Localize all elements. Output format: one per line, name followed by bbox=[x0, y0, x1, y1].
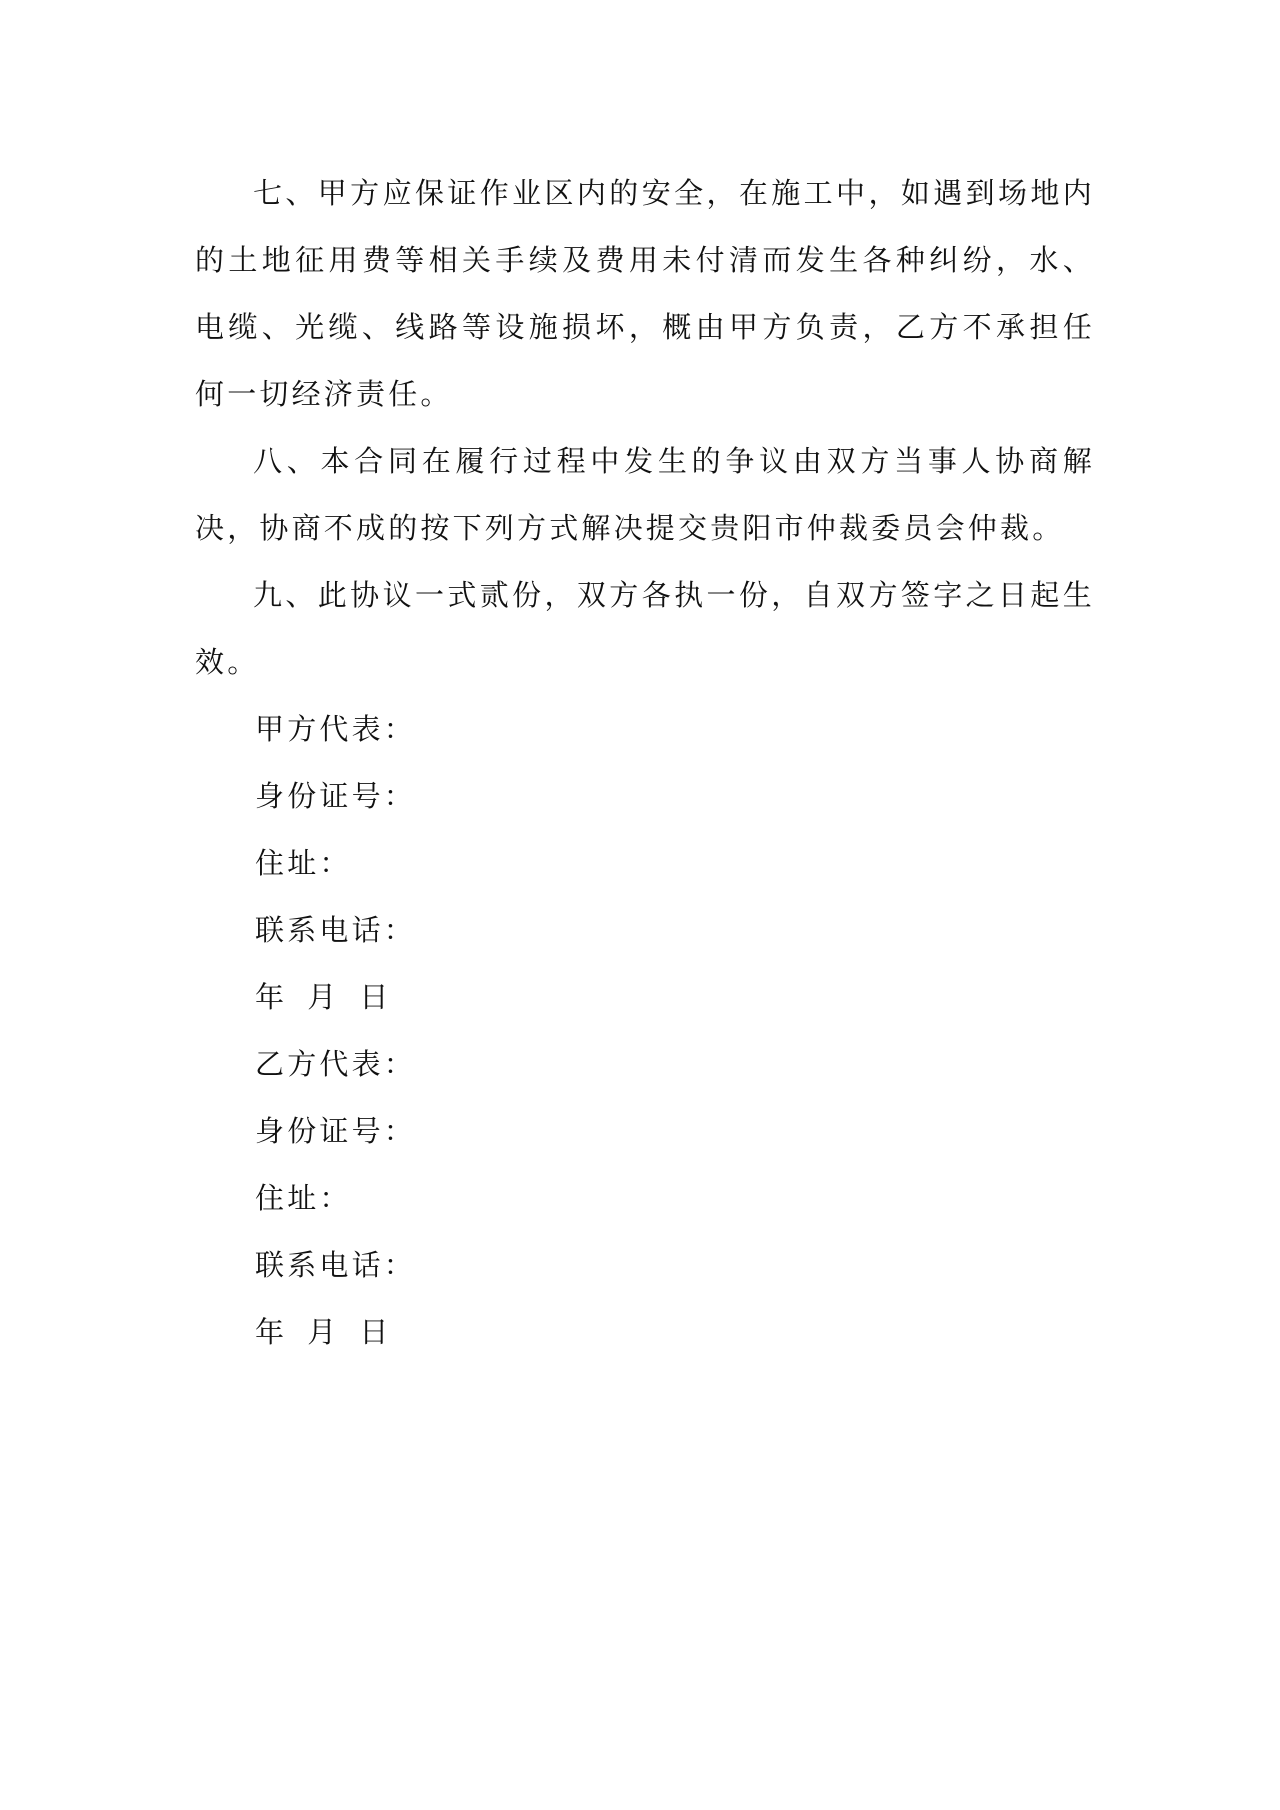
date-month-label: 月 bbox=[307, 1315, 340, 1349]
party-b-representative: 乙方代表： bbox=[255, 1047, 417, 1081]
party-b-id-number: 身份证号： bbox=[255, 1114, 417, 1148]
party-a-id-number: 身份证号： bbox=[255, 779, 417, 813]
clause-8: 八、本合同在履行过程中发生的争议由双方当事人协商解决，协商不成的按下列方式解决提交贵阳市仲裁委员会仲裁。 bbox=[195, 444, 1095, 545]
clause-9: 九、此协议一式贰份，双方各执一份，自双方签字之日起生效。 bbox=[195, 578, 1095, 679]
date-day-label: 日 bbox=[359, 980, 392, 1014]
clause-7: 七、甲方应保证作业区内的安全，在施工中，如遇到场地内的土地征用费等相关手续及费用未付清而发生各种纠纷，水、电缆、光缆、线路等设施损坏，概由甲方负责，乙方不承担任何一切经济责任。 bbox=[195, 176, 1095, 411]
party-a-representative: 甲方代表： bbox=[255, 712, 417, 746]
date-year-label: 年 bbox=[255, 1315, 288, 1349]
date-day-label: 日 bbox=[359, 1315, 392, 1349]
date-month-label: 月 bbox=[307, 980, 340, 1014]
party-a-date bbox=[195, 964, 1095, 1031]
party-b-phone: 联系电话： bbox=[255, 1248, 417, 1282]
party-b-date bbox=[195, 1299, 1095, 1366]
contract-body bbox=[195, 160, 1095, 1366]
party-a-phone: 联系电话： bbox=[255, 913, 417, 947]
party-b-address: 住址： bbox=[255, 1181, 352, 1215]
date-year-label: 年 bbox=[255, 980, 288, 1014]
party-a-address: 住址： bbox=[255, 846, 352, 880]
